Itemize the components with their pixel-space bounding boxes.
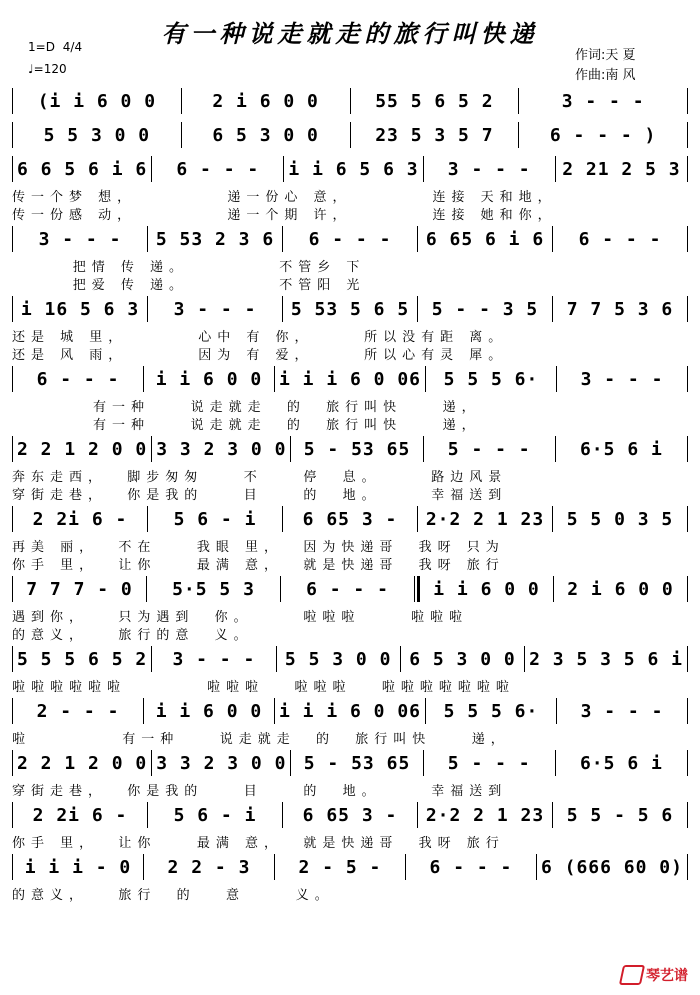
lyric-verse-1: 把情 传 递。 不管乡 下 [12, 260, 366, 275]
measure: 6 - - - [176, 158, 260, 180]
measure: i 16 5 6 3 [20, 298, 140, 320]
lyric-verse-1: 奔东走西， 脚步匆匆 不 停 息。 路边风景 [12, 470, 508, 485]
notes-row [12, 576, 688, 602]
measure: 2 - 5 - [298, 856, 382, 878]
measure: 6 - - - [306, 578, 389, 600]
lyric-verse-1: 啦 有一种 说走就走 的 旅行叫快 递， [12, 732, 510, 747]
measure: 3 - - - [580, 700, 664, 722]
measure: 6 - - - [308, 228, 392, 250]
notes-row [12, 88, 688, 114]
measure: 3 - - - [38, 228, 122, 250]
measure: 5·5 5 3 [172, 578, 255, 600]
lyric-verse-2: 还是 风 雨， 因为 有 爱， 所以心有灵 犀。 [12, 348, 508, 363]
site-watermark: 琴艺谱 [621, 965, 688, 985]
measure: 2 2i 6 - [32, 508, 128, 530]
measure: 6 - - - [36, 368, 120, 390]
measure: 7 7 7 - 0 [26, 578, 133, 600]
notes-row [12, 750, 688, 776]
measure: 6 - - - [429, 856, 513, 878]
measure: 3 3 2 3 0 0 [156, 752, 287, 774]
measure: 2 2 - 3 [167, 856, 251, 878]
lyric-verse-2: 的意义， 旅行的意 义。 [12, 628, 253, 643]
barline [687, 156, 688, 182]
measure: 5 - 53 65 [303, 752, 411, 774]
notes-row [12, 436, 688, 462]
measure: 2·2 2 1 23 [425, 804, 545, 826]
measure: 3 - - - [172, 648, 256, 670]
barline [687, 506, 688, 532]
measure: 3 - - - [173, 298, 257, 320]
measure: 7 7 5 3 6 [566, 298, 674, 320]
notes-row [12, 156, 688, 182]
measure: 5 5 5 6· [443, 368, 539, 390]
measure: i i i - 0 [24, 856, 132, 878]
measure: 3 - - - [561, 90, 645, 112]
measure: i i 6 5 6 3 [288, 158, 419, 180]
barline [687, 366, 688, 392]
song-title: 有一种说走就走的旅行叫快递 [161, 19, 539, 48]
measure: 2 21 2 5 3 [562, 158, 681, 180]
barline [687, 88, 688, 114]
credits-block [575, 46, 636, 86]
measure: 2 3 5 3 5 6 i [529, 648, 683, 670]
notes-row [12, 698, 688, 724]
notes-row [12, 296, 688, 322]
notes-row [12, 506, 688, 532]
measure: 5 6 - i [173, 508, 257, 530]
lyric-verse-2: 把爱 传 递。 不管阳 光 [12, 278, 366, 293]
measure: 5 53 5 6 5 [290, 298, 410, 320]
lyric-verse-2: 穿街走巷， 你是我的 目 的 地。 幸福送到 [12, 488, 508, 503]
measure: 5 6 - i [173, 804, 257, 826]
measure: 6 5 3 0 0 [212, 124, 319, 146]
time-signature: 4/4 [62, 40, 83, 54]
measure: 2 i 6 0 0 [212, 90, 319, 112]
barline [687, 296, 688, 322]
measure: 2 - - - [36, 700, 120, 722]
notes-row [12, 854, 688, 880]
barline [687, 226, 688, 252]
notes-row [12, 646, 688, 672]
measure: 6 5 3 0 0 [409, 648, 516, 670]
barline [687, 802, 688, 828]
measure: 5 5 5 6 5 2 [17, 648, 148, 670]
lyric-verse-1: 你手 里， 让你 最满 意， 就是快递哥 我呀 旅行 [12, 836, 505, 851]
lyric-verse-1: 再美 丽， 不在 我眼 里， 因为快递哥 我呀 只为 [12, 540, 505, 555]
lyric-verse-1: 啦啦啦啦啦啦 啦啦啦 啦啦啦 啦啦啦啦啦啦啦 [12, 680, 515, 695]
measure: 6·5 6 i [579, 438, 663, 460]
measure: i i 6 0 0 [155, 700, 263, 722]
measure: i i 6 0 0 [433, 578, 540, 600]
measure: 23 5 3 5 7 [375, 124, 494, 146]
barline [687, 698, 688, 724]
key-signature: 1=D 4/4 [28, 40, 83, 54]
measure: i i i 6 0 06 [278, 368, 422, 390]
measure: 3 3 2 3 0 0 [156, 438, 287, 460]
measure: 6 - - - [578, 228, 662, 250]
lyricist-credit: 作词:天 夏 [575, 48, 636, 63]
measure: 2 2 1 2 0 0 [17, 752, 148, 774]
measure: 5 - - 3 5 [431, 298, 539, 320]
measure: 2 2 1 2 0 0 [17, 438, 148, 460]
measure: 5 - 53 65 [303, 438, 411, 460]
notes-row [12, 122, 688, 148]
lyric-verse-2: 你手 里， 让你 最满 意， 就是快递哥 我呀 旅行 [12, 558, 505, 573]
measure: 3 - - - [447, 158, 531, 180]
measure: 6 65 3 - [302, 804, 398, 826]
lyric-verse-1: 有一种 说走就走 的 旅行叫快 递， [12, 400, 481, 415]
measure: 5 5 5 6· [443, 700, 539, 722]
measure: i i i 6 0 06 [278, 700, 422, 722]
measure: (i i 6 0 0 [37, 90, 157, 112]
barline [687, 576, 688, 602]
barline [687, 750, 688, 776]
lyric-verse-1: 穿街走巷， 你是我的 目 的 地。 幸福送到 [12, 784, 508, 799]
notes-row [12, 366, 688, 392]
lyric-verse-1: 还是 城 里， 心中 有 你， 所以没有距 离。 [12, 330, 508, 345]
measure: 5 5 0 3 5 [566, 508, 674, 530]
measure: 5 5 3 0 0 [284, 648, 392, 670]
barline [687, 122, 688, 148]
notes-row [12, 802, 688, 828]
measure: 6 - - - ) [549, 124, 657, 146]
measure: 5 5 - 5 6 [566, 804, 674, 826]
composer-credit: 作曲:南 风 [575, 68, 636, 83]
measure: 55 5 6 5 2 [375, 90, 494, 112]
lyric-verse-2: 传一份感 动， 递一个期 许， 连接 她和你， [12, 208, 557, 223]
notes-row [12, 226, 688, 252]
lyric-verse-1: 遇到你， 只为遇到 你。 啦啦啦 啦啦啦 [12, 610, 468, 625]
measure: 6 (666 60 0) [540, 856, 683, 878]
lyric-verse-1: 的意义， 旅行 的 意 义。 [12, 888, 334, 903]
measure: 2 2i 6 - [32, 804, 128, 826]
measure: 5 - - - [447, 438, 531, 460]
measure: 5 5 3 0 0 [43, 124, 151, 146]
measure: 6 65 6 i 6 [425, 228, 545, 250]
barline [687, 854, 688, 880]
measure: 6·5 6 i [579, 752, 663, 774]
measure: 2 i 6 0 0 [567, 578, 674, 600]
lyric-verse-1: 传一个梦 想， 递一份心 意， 连接 天和地， [12, 190, 557, 205]
measure: 3 - - - [580, 368, 664, 390]
measure: 2·2 2 1 23 [425, 508, 545, 530]
barline [687, 436, 688, 462]
tempo-marking: ♩=120 [28, 62, 67, 76]
barline [687, 646, 688, 672]
measure: 5 53 2 3 6 [155, 228, 275, 250]
lyric-verse-2: 有一种 说走就走 的 旅行叫快 递， [12, 418, 481, 433]
key-tempo-block [28, 40, 82, 76]
measure: 6 65 3 - [302, 508, 398, 530]
site-logo-icon [619, 965, 645, 985]
measure: 5 - - - [447, 752, 531, 774]
measure: 6 6 5 6 i 6 [17, 158, 148, 180]
measure: i i 6 0 0 [155, 368, 263, 390]
